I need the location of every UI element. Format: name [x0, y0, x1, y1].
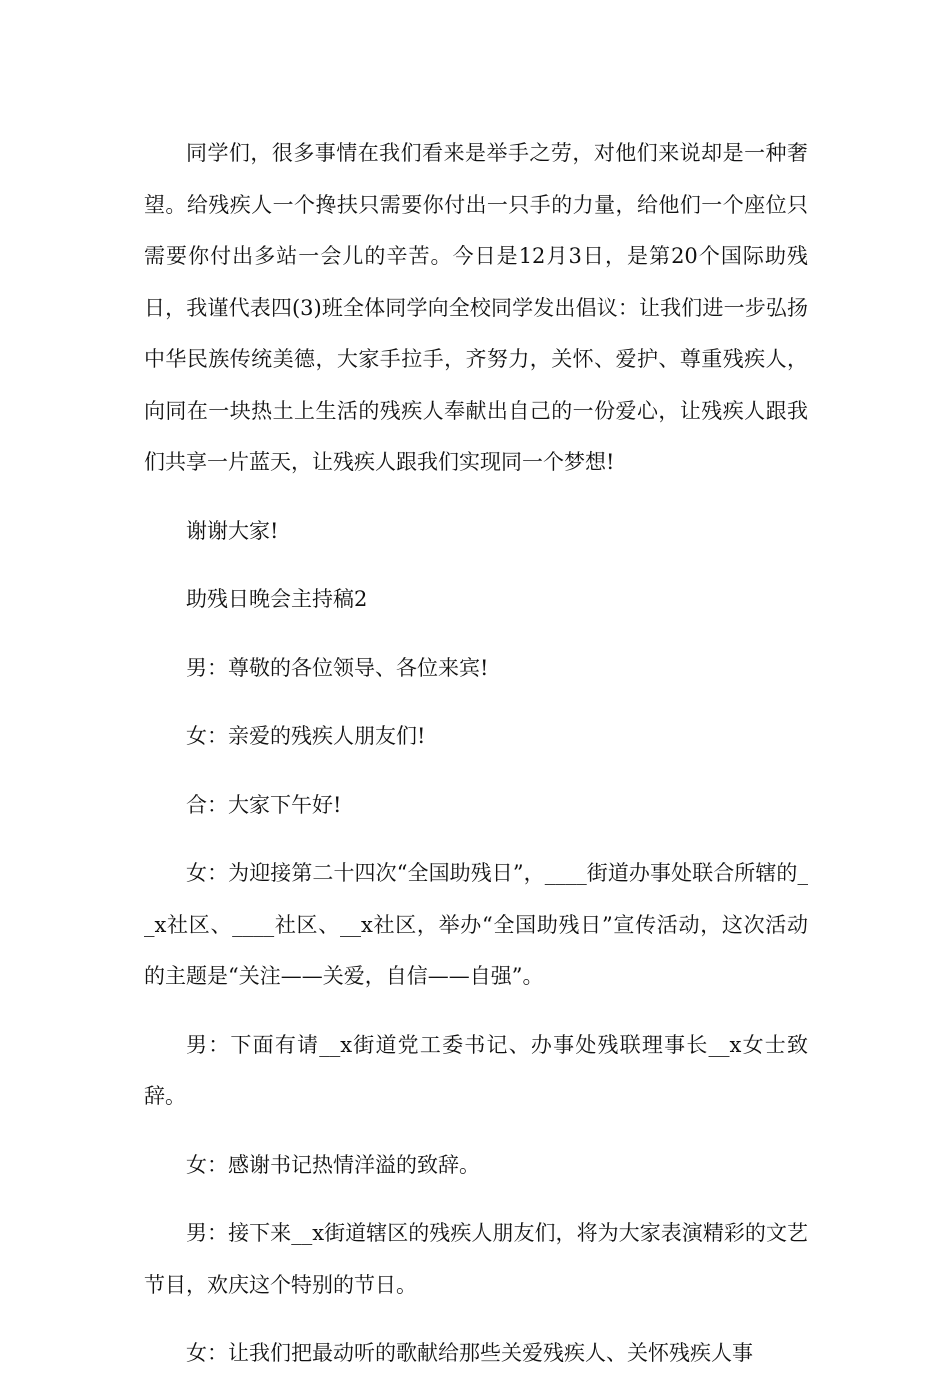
document-page [144, 128, 808, 1397]
dialogue-line: 女：感谢书记热情洋溢的致辞。 [186, 1152, 480, 1177]
dialogue-line: 男：尊敬的各位领导、各位来宾! [186, 655, 489, 680]
dialogue-line: 男：接下来__x街道辖区的残疾人朋友们，将为大家表演精彩的文艺节目，欢庆这个特别的节日。 [144, 1221, 808, 1297]
section-title: 助残日晚会主持稿2 [186, 587, 368, 611]
dialogue-line: 女：让我们把最动听的歌献给那些关爱残疾人、关怀残疾人事 [186, 1341, 753, 1365]
paragraph-appeal: 同学们，很多事情在我们看来是举手之劳，对他们来说却是一种奢望。给残疾人一个搀扶只需要你付出一只手的力量，给他们一个座位只需要你付出多站一会儿的辛苦。今日是12月3日，是第20个国际助残日，我谨代表四(3)班全体同学向全校同学发出倡议：让我们进一步弘扬中华民族传统美德，大家手拉手，齐努力，关怀、爱护、尊重残疾人，向同在一块热土上生活的残疾人奉献出自己的一份爱心，让残疾人跟我们共享一片蓝天，让残疾人跟我们实现同一个梦想! [144, 141, 808, 474]
paragraph-thanks: 谢谢大家! [186, 518, 279, 543]
dialogue-line: 合：大家下午好! [186, 792, 342, 817]
dialogue-line: 男：下面有请__x街道党工委书记、办事处残联理事长__x女士致辞。 [144, 1032, 808, 1108]
dialogue-line: 女：为迎接第二十四次“全国助残日”，____街道办事处联合所辖的__x社区、____社区、__x社区，举办“全国助残日”宣传活动，这次活动的主题是“关注——关爱，自信——自强”。 [144, 861, 808, 988]
dialogue-line: 女：亲爱的残疾人朋友们! [186, 724, 426, 748]
